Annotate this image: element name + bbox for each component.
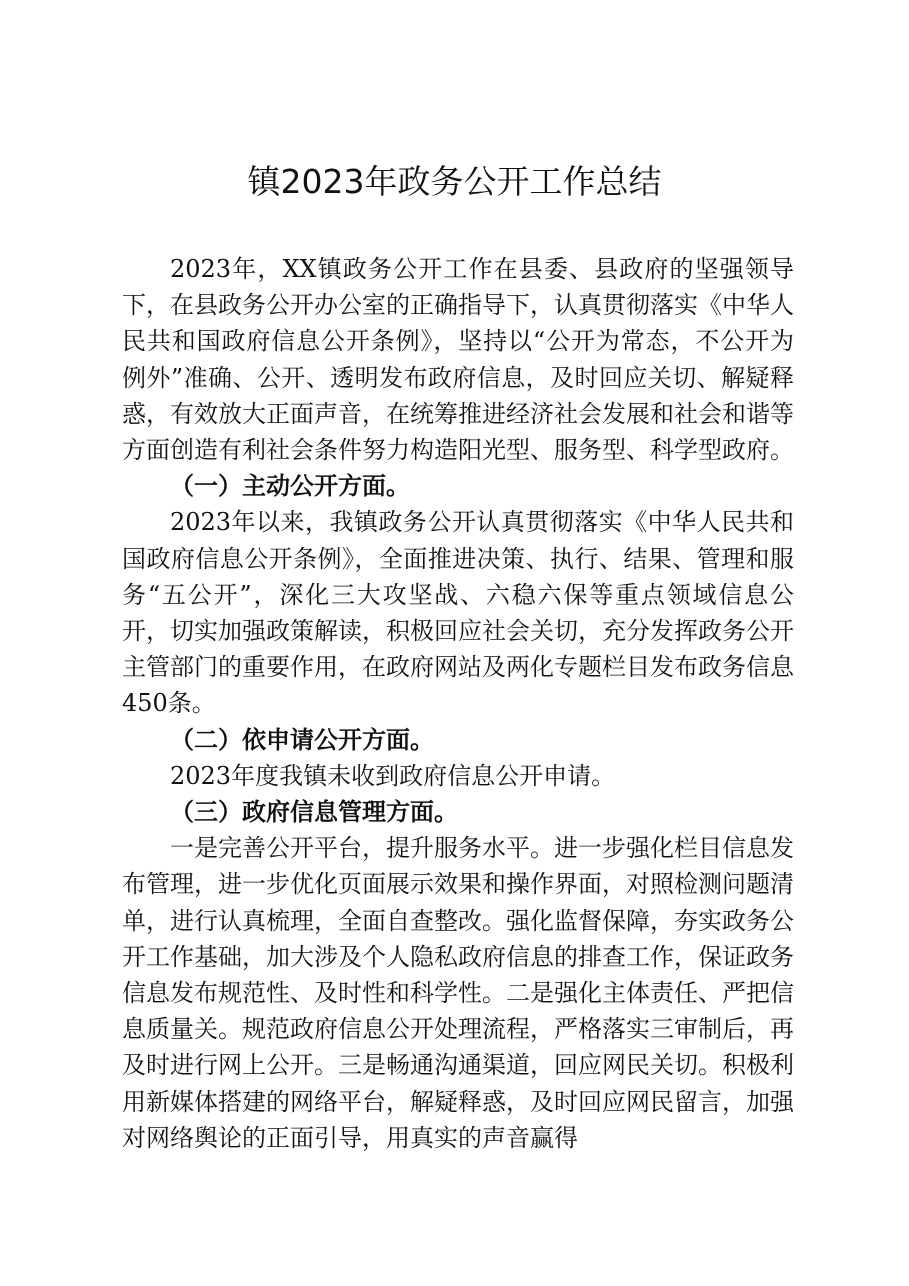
document-title: 镇2023年政务公开工作总结	[247, 162, 662, 201]
intro-paragraph: 2023年，XX镇政务公开工作在县委、县政府的坚强领导下，在县政务公开办公室的正确指导下，认真贯彻落实《中华人民共和国政府信息公开条例》，坚持以“公开为常态，不公开为例外”准确、公开、透明发布政府信息，及时回应关切、解疑释惑，有效放大正面声音，在统筹推进经济社会发展和社会和谐等方面创造有利社会条件努力构造阳光型、服务型、科学型政府。	[122, 255, 794, 465]
section-heading-application-disclosure: （二）依申请公开方面。	[170, 724, 434, 754]
section-heading-information-management: （三）政府信息管理方面。	[170, 797, 458, 827]
section-heading-proactive-disclosure: （一）主动公开方面。	[170, 471, 410, 501]
application-disclosure-paragraph: 2023年度我镇未收到政府信息公开申请。	[170, 761, 616, 790]
proactive-disclosure-paragraph: 2023年以来，我镇政务公开认真贯彻落实《中华人民共和国政府信息公开条例》，全面推进决策、执行、结果、管理和服务“五公开”，深化三大攻坚战、六稳六保等重点领域信息公开，切实加强政策解读，积极回应社会关切，充分发挥政务公开主管部门的重要作用，在政府网站及两化专题栏目发布政务信息450条。	[122, 508, 794, 718]
information-management-paragraph: 一是完善公开平台，提升服务水平。进一步强化栏目信息发布管理，进一步优化页面展示效果和操作界面，对照检测问题清单，进行认真梳理，全面自查整改。强化监督保障，夯实政务公开工作基础，加大涉及个人隐私政府信息的排查工作，保证政务信息发布规范性、及时性和科学性。二是强化主体责任、严把信息质量关。规范政府信息公开处理流程，严格落实三审制后，再及时进行网上公开。三是畅通沟通渠道，回应网民关切。积极利用新媒体搭建的网络平台，解疑释惑，及时回应网民留言，加强对网络舆论的正面引导，用真实的声音赢得	[122, 834, 794, 1152]
document-body	[122, 251, 794, 1156]
